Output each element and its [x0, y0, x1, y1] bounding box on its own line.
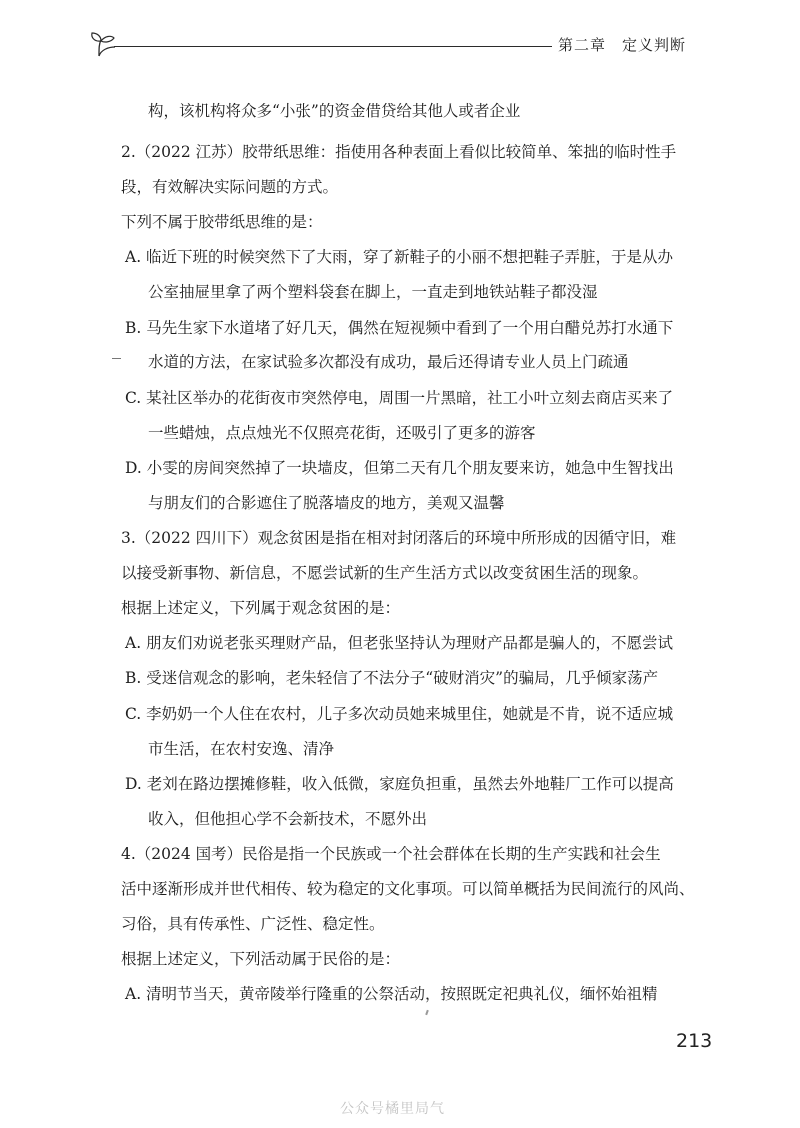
question-3-option-d: D. 老刘在路边摆摊修鞋，收入低微，家庭负担重，虽然去外地鞋厂工作可以提高 [125, 775, 674, 793]
question-4-stem-cont: 活中逐渐形成并世代相传、较为稳定的文化事项。可以简单概括为民间流行的风尚、 [121, 880, 695, 898]
question-2-stem-cont: 段，有效解决实际问题的方式。 [121, 178, 339, 196]
question-3-option-c-cont: 市生活，在农村安逸、清净 [148, 740, 335, 758]
question-2-option-c-cont: 一些蜡烛，点点烛光不仅照亮花街，还吸引了更多的游客 [148, 424, 536, 442]
question-2-option-b: B. 马先生家下水道堵了好几天，偶然在短视频中看到了一个用白醋兑苏打水通下 [125, 319, 674, 337]
question-3-prompt: 根据上述定义，下列属于观念贫困的是： [121, 599, 401, 617]
question-2-option-b-cont: 水道的方法，在家试验多次都没有成功，最后还得请专业人员上门疏通 [148, 353, 629, 371]
question-4-stem: 4.（2024 国考）民俗是指一个民族或一个社会群体在长期的生产实践和社会生 [121, 845, 661, 863]
question-2-option-d: D. 小雯的房间突然掉了一块墙皮，但第二天有几个朋友要来访，她急中生智找出 [125, 459, 674, 477]
chapter-number: 第二章 [558, 36, 607, 54]
question-3-stem: 3.（2022 四川下）观念贫困是指在相对封闭落后的环境中所形成的因循守旧，难 [121, 529, 677, 547]
question-3-option-d-cont: 收入，但他担心学不会新技术，不愿外出 [148, 810, 428, 828]
watermark: 公众号橘里局气 [340, 1101, 445, 1117]
question-4-stem-cont-2: 习俗，具有传承性、广泛性、稳定性。 [121, 915, 385, 933]
question-3-stem-cont: 以接受新事物、新信息，不愿尝试新的生产生活方式以改变贫困生活的现象。 [121, 564, 649, 582]
question-4-prompt: 根据上述定义，下列活动属于民俗的是： [121, 950, 401, 968]
question-4-option-a: A. 清明节当天，黄帝陵举行隆重的公祭活动，按照既定祀典礼仪，缅怀始祖精 [125, 985, 658, 1003]
question-3-option-b: B. 受迷信观念的影响，老朱轻信了不法分子“破财消灾”的骗局，几乎倾家荡产 [125, 669, 659, 687]
question-2-option-a: A. 临近下班的时候突然下了大雨，穿了新鞋子的小丽不想把鞋子弄脏，于是从办 [125, 248, 674, 266]
question-2-option-c: C. 某社区举办的花街夜市突然停电，周围一片黑暗，社工小叶立刻去商店买来了 [125, 389, 674, 407]
text-line: 构，该机构将众多“小张”的资金借贷给其他人或者企业 [148, 102, 521, 120]
question-3-option-a: A. 朋友们劝说老张买理财产品，但老张坚持认为理财产品都是骗人的，不愿尝试 [125, 634, 674, 652]
page-number: 213 [676, 1030, 713, 1052]
question-2-prompt: 下列不属于胶带纸思维的是： [121, 213, 323, 231]
scan-mark [112, 358, 121, 359]
chapter-title: 定义判断 [622, 36, 687, 54]
question-2-stem: 2.（2022 江苏）胶带纸思维：指使用各种表面上看似比较简单、笨拙的临时性手 [121, 143, 677, 161]
question-3-option-c: C. 李奶奶一个人住在农村，儿子多次动员她来城里住，她就是不肯，说不适应城 [125, 705, 674, 723]
question-2-option-d-cont: 与朋友们的合影遮住了脱落墙皮的地方，美观又温馨 [148, 494, 505, 512]
question-2-option-a-cont: 公室抽屉里拿了两个塑料袋套在脚上，一直走到地铁站鞋子都没湿 [148, 283, 598, 301]
